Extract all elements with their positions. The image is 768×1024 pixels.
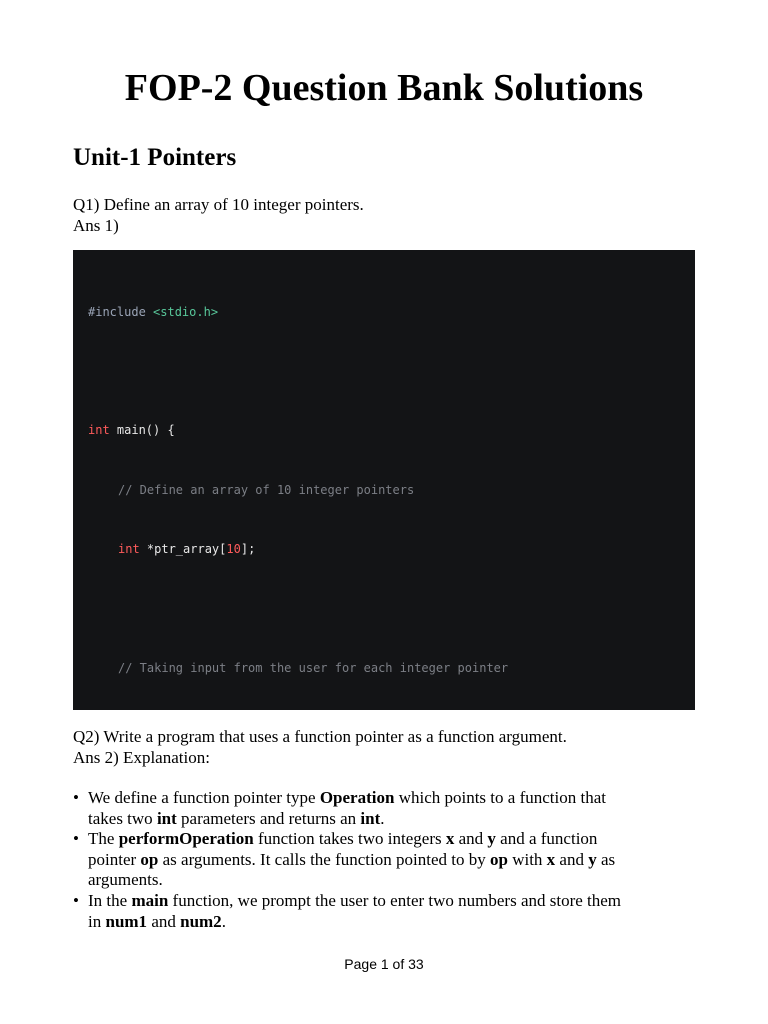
code-line [88, 421, 695, 441]
list-item-text: pointer [88, 849, 141, 869]
keyword-text: num2 [180, 911, 222, 931]
list-item-text: with [507, 849, 547, 869]
answer-2-label: Ans 2) Explanation: [73, 748, 210, 767]
list-item-text: and a function [495, 829, 598, 849]
keyword-text: op [489, 849, 508, 869]
code-line [88, 540, 695, 560]
unit-heading: Unit-1 Pointers [73, 144, 237, 171]
keyword-text: int [360, 808, 381, 828]
answer-1-label: Ans 1) [73, 216, 119, 235]
document-title: FOP-2 Question Bank Solutions [124, 67, 644, 109]
code-line [88, 362, 695, 382]
list-item-text: . [221, 911, 226, 931]
list-item [73, 829, 703, 891]
explanation-list [73, 788, 703, 932]
list-item [73, 788, 703, 829]
list-item-text: takes two [88, 808, 157, 828]
list-item-text: . [380, 808, 385, 828]
list-item-text: arguments. [88, 870, 163, 890]
code-token: main() { [109, 423, 175, 438]
keyword-text: y [588, 849, 597, 869]
code-line [88, 303, 695, 323]
keyword-text: num1 [105, 911, 148, 931]
keyword-text: Operation [319, 788, 395, 807]
list-item-text: In the [88, 890, 132, 910]
list-item-text: which points to a function that [394, 788, 606, 807]
keyword-text: x [445, 829, 455, 849]
list-item-text: function, we prompt the user to enter two numbers and store them [168, 890, 622, 910]
list-item-text: and [555, 849, 589, 869]
code-token: *ptr_array[ [139, 542, 227, 557]
list-item [73, 891, 703, 932]
list-item-text: The [88, 829, 119, 849]
code-token: ]; [240, 542, 256, 557]
keyword-text: op [140, 849, 159, 869]
code-token: #include [88, 304, 146, 319]
list-item-text: function takes two integers [253, 829, 446, 849]
list-item-text: as arguments. It calls the function pointed to by [158, 849, 490, 869]
keyword-text: y [487, 829, 496, 849]
bullet-icon: • [73, 788, 79, 807]
keyword-text: main [131, 890, 169, 910]
question-1: Q1) Define an array of 10 integer pointers. [73, 195, 364, 214]
list-item-text: in [88, 911, 106, 931]
list-item-text: parameters and returns an [176, 808, 361, 828]
keyword-text: performOperation [118, 829, 254, 849]
code-comment: // Taking input from the user for each integer pointer [118, 660, 509, 675]
list-item-text: We define a function pointer type [88, 788, 320, 807]
code-block [73, 250, 695, 710]
code-line [88, 600, 695, 620]
code-token: <stdio.h> [153, 304, 219, 319]
bullet-icon: • [73, 890, 79, 910]
code-comment: // Define an array of 10 integer pointers [118, 482, 415, 497]
page-number: Page 1 of 33 [344, 956, 424, 972]
bullet-icon: • [73, 829, 79, 849]
keyword-text: int [156, 808, 177, 828]
code-token: int [118, 542, 140, 557]
code-token: 10 [226, 542, 241, 557]
list-item-text: and [147, 911, 181, 931]
list-item-text: and [454, 829, 488, 849]
keyword-text: x [546, 849, 556, 869]
list-item-text: as [596, 849, 616, 869]
code-token: int [88, 423, 110, 438]
question-2: Q2) Write a program that uses a function pointer as a function argument. [73, 727, 567, 746]
